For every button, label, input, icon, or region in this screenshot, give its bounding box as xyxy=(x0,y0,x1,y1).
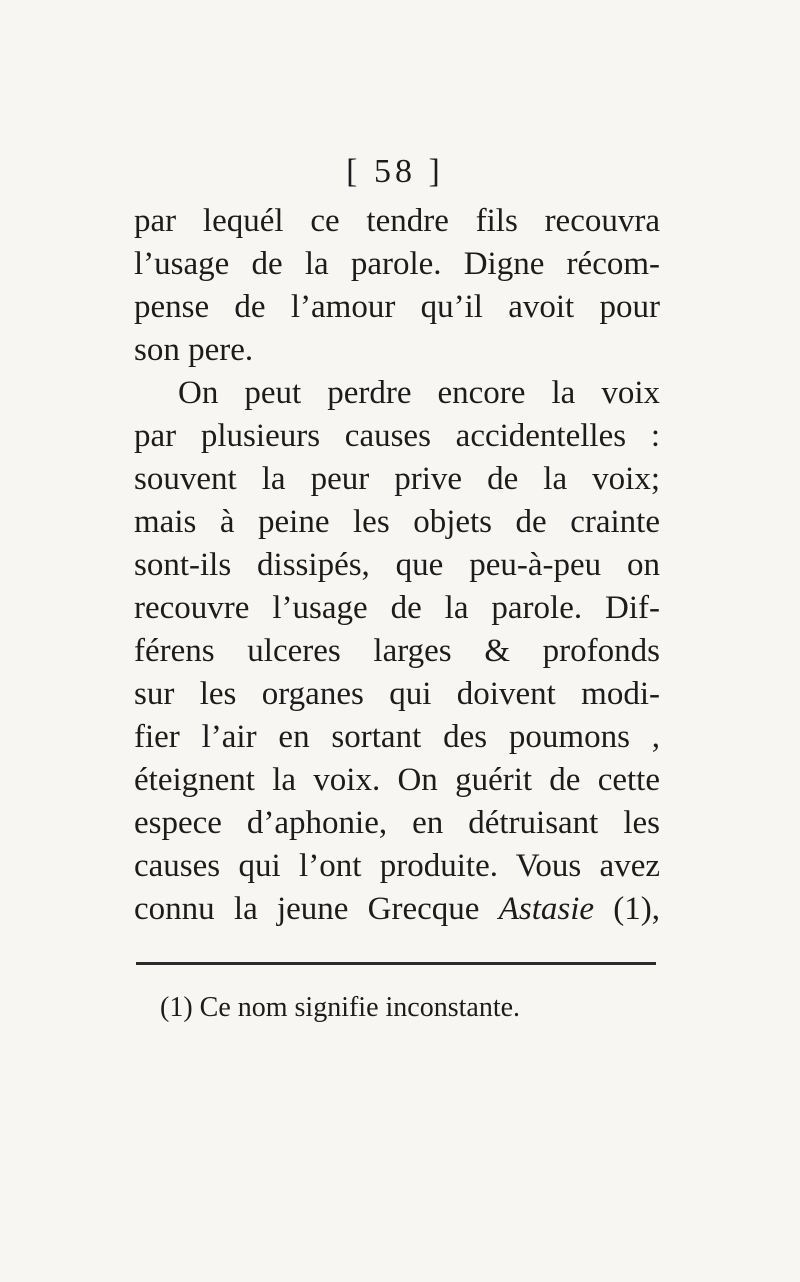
text-line: recouvre l’usage de la parole. Dif- xyxy=(134,590,660,626)
text-line: par lequél ce tendre fils recouvra xyxy=(134,203,660,239)
body-text xyxy=(134,200,660,931)
paragraph-start-line: On peut perdre encore la voix xyxy=(178,375,660,411)
text-line: éteignent la voix. On guérit de cette xyxy=(134,762,660,798)
text-line: mais à peine les objets de crainte xyxy=(134,504,660,540)
text-line: espece d’aphonie, en détruisant les xyxy=(134,805,660,841)
text-line: sont-ils dissipés, que peu-à-peu on xyxy=(134,547,660,583)
text-line: férens ulceres larges & profonds xyxy=(134,633,660,669)
text-line: pense de l’amour qu’il avoit pour xyxy=(134,289,660,325)
text-line: par plusieurs causes accidentelles : xyxy=(134,418,660,454)
text-line: causes qui l’ont produite. Vous avez xyxy=(134,848,660,884)
italic-name: Astasie xyxy=(498,891,595,927)
text-fragment: connu la jeune Grecque xyxy=(134,891,480,927)
footnote: (1) Ce nom signifie inconstante. xyxy=(160,992,521,1023)
text-line: son pere. xyxy=(134,332,254,368)
text-line-last xyxy=(134,888,660,931)
text-line: l’usage de la parole. Digne récom- xyxy=(134,246,660,282)
text-line: sur les organes qui doivent modi- xyxy=(134,676,660,712)
page-number: [ 58 ] xyxy=(346,153,444,190)
footnote-reference: (1), xyxy=(613,891,660,927)
text-line: fier l’air en sortant des poumons , xyxy=(134,719,660,755)
text-line: souvent la peur prive de la voix; xyxy=(134,461,660,497)
footnote-divider xyxy=(136,962,656,965)
